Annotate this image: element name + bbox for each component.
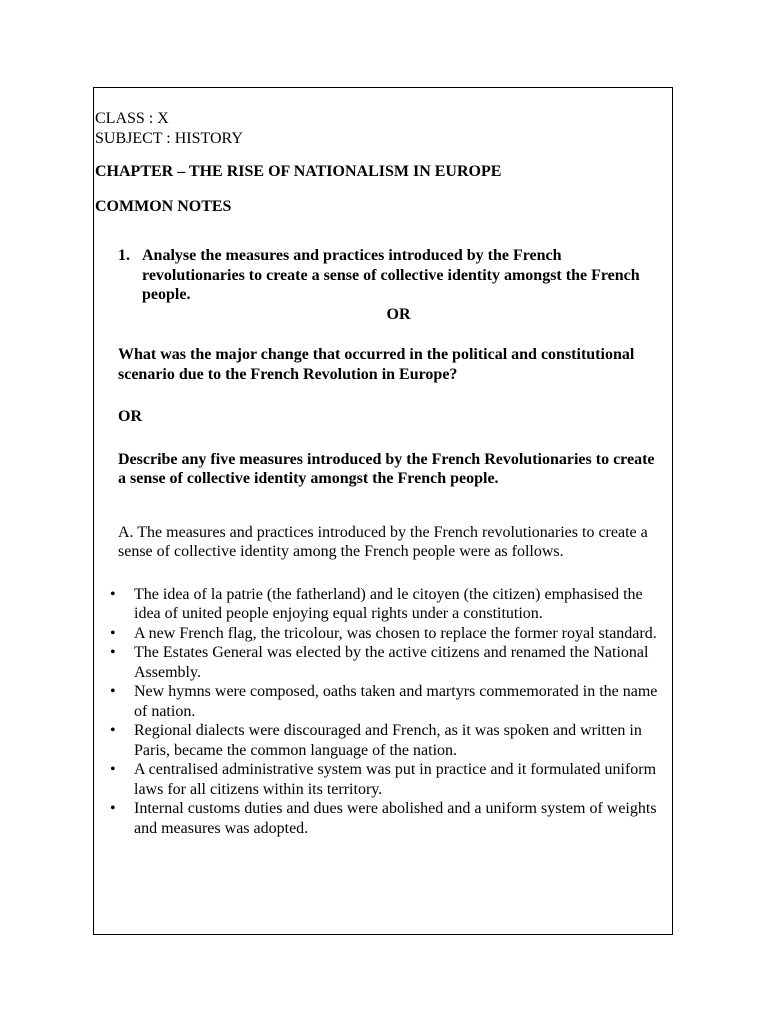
bullet-icon: • xyxy=(110,683,116,700)
list-item-text: Internal customs duties and dues were abolished and a uniform system of weights and measures was adopted. xyxy=(134,800,657,837)
chapter-title: CHAPTER – THE RISE OF NATIONALISM IN EUROPE xyxy=(95,163,502,180)
bullet-icon: • xyxy=(110,585,116,603)
bullet-icon: • xyxy=(110,761,116,778)
or-separator-2: OR xyxy=(118,408,142,425)
list-item-text: A centralised administrative system was put in practice and it formulated uniform laws for all citizens within its territory. xyxy=(134,761,657,798)
question-block xyxy=(95,246,666,489)
list-item xyxy=(95,624,666,644)
bullet-icon: • xyxy=(110,644,116,661)
question-1-text: Analyse the measures and practices introduced by the French revolutionaries to create a sense of collective identity amongst the French people. xyxy=(142,247,640,303)
or-separator-1: OR xyxy=(386,305,411,323)
question-number: 1. xyxy=(118,247,130,264)
question-3-text: Describe any five measures introduced by the French Revolutionaries to create a sense of collective identity amongst the French people. xyxy=(118,450,655,487)
list-item-text: A new French flag, the tricolour, was chosen to replace the former royal standard. xyxy=(134,624,657,642)
list-item xyxy=(95,643,666,682)
bullet-icon: • xyxy=(110,722,116,739)
list-item-text: New hymns were composed, oaths taken and martyrs commemorated in the name of nation. xyxy=(134,683,658,720)
bullet-icon: • xyxy=(110,800,116,817)
list-item xyxy=(95,799,666,838)
answer-bullet-list xyxy=(95,585,666,839)
list-item-text: The idea of la patrie (the fatherland) and le citoyen (the citizen) emphasised the idea of united people enjoying equal rights under a constitution. xyxy=(134,585,643,622)
document-page xyxy=(93,87,673,935)
class-line: CLASS : X xyxy=(95,110,169,127)
question-2-text: What was the major change that occurred in the political and constitutional scenario due to the French Revolution in Europe? xyxy=(118,346,635,383)
list-item-text: The Estates General was elected by the active citizens and renamed the National Assembly. xyxy=(134,644,649,681)
notes-heading: COMMON NOTES xyxy=(95,197,232,215)
document-content xyxy=(95,109,666,838)
answer-intro: A. The measures and practices introduced by the French revolutionaries to create a sense of collective identity among the French people were as follows. xyxy=(118,523,648,560)
list-item xyxy=(95,585,666,624)
list-item-text: Regional dialects were discouraged and French, as it was spoken and written in Paris, became the common language of the nation. xyxy=(134,722,642,759)
list-item xyxy=(95,760,666,799)
subject-line: SUBJECT : HISTORY xyxy=(95,129,243,147)
list-item xyxy=(95,682,666,721)
bullet-icon: • xyxy=(110,624,116,642)
list-item xyxy=(95,721,666,760)
question-1 xyxy=(118,246,666,305)
